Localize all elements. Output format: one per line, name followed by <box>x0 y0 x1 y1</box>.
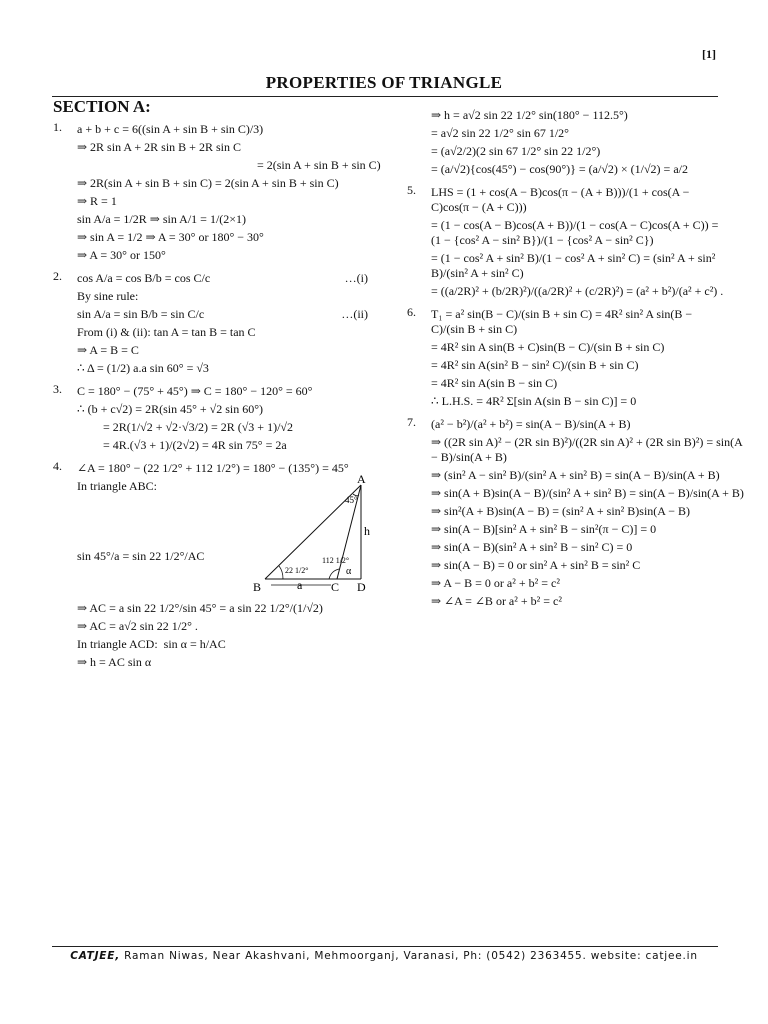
vertex-b-label: B <box>253 580 262 593</box>
problem-body <box>431 106 727 180</box>
left-column <box>53 120 381 676</box>
math-line: ⇒ sin(A − B)(sin² A + sin² B − sin² C) = 0 <box>431 540 633 554</box>
page-number: [1] <box>702 47 716 61</box>
math-line: a + b + c = 6((sin A + sin B + sin C)/3) <box>77 122 264 136</box>
bottom-rule <box>52 946 718 947</box>
math-line: ⇒ sin(A + B)sin(A − B)/(sin² A + sin² B) = sin(A − B)/sin(A + B) <box>431 486 744 500</box>
math-line: From (i) & (ii): tan A = tan B = tan C <box>77 325 256 339</box>
math-line: In triangle ACD: sin α = h/AC <box>77 637 226 651</box>
footer-brand: CATJEE, <box>70 950 121 962</box>
math-line: ⇒ A = B = C <box>77 343 139 357</box>
problem-body <box>77 120 381 266</box>
problem-body <box>77 382 368 456</box>
math-line: ⇒ sin A = 1/2 ⇒ A = 30° or 180° − 30° <box>77 230 264 244</box>
math-line: ∴ L.H.S. = 4R² Σ[sin A(sin B − sin C)] = 0 <box>431 394 637 408</box>
problem-number <box>407 106 431 180</box>
math-line: ⇒ sin²(A + B)sin(A − B) = (sin² A + sin² B)sin(A − B) <box>431 504 691 518</box>
problem-body <box>431 305 727 412</box>
footer <box>0 950 768 962</box>
math-line: ⇒ A = 30° or 150° <box>77 248 166 262</box>
problem-1 <box>53 120 381 266</box>
vertex-c-label: C <box>331 580 340 593</box>
math-line: ⇒ ((2R sin A)² − (2R sin B)²)/((2R sin A)² + (2R sin B)²) = sin(A − B)/sin(A + B) <box>431 435 743 464</box>
math-line: In triangle ABC: <box>77 479 157 493</box>
math-line: = 2R(1/√2 + √2·√3/2) = 2R (√3 + 1)/√2 <box>103 420 293 434</box>
problem-body <box>77 459 368 673</box>
math-line: ∴ (b + c√2) = 2R(sin 45° + √2 sin 60°) <box>77 402 264 416</box>
math-expression: sin A/a = sin B/b = sin C/c <box>77 307 205 321</box>
math-line: ⇒ AC = a sin 22 1/2°/sin 45° = a sin 22 1/2°/(1/√2) <box>77 601 323 615</box>
problem-3 <box>53 382 368 456</box>
angle-arc-b <box>279 566 283 579</box>
math-line: (a² − b²)/(a² + b²) = sin(A − B)/sin(A + B) <box>431 417 631 431</box>
angle-b-label: 22 1/2° <box>285 566 309 575</box>
math-line: ⇒ 2R sin A + 2R sin B + 2R sin C <box>77 140 241 154</box>
page-title: PROPERTIES OF TRIANGLE <box>265 73 503 92</box>
math-line: ⇒ 2R(sin A + sin B + sin C) = 2(sin A + sin B + sin C) <box>77 176 339 190</box>
problem-number: 5. <box>407 183 416 197</box>
math-line: sin A/a = 1/2R ⇒ sin A/1 = 1/(2×1) <box>77 212 247 226</box>
equation-tag: …(ii) <box>341 307 368 321</box>
math-line: = (1 − cos² A + sin² B)/(1 − cos² A + sin² C) = (sin² A + sin² B)/(sin² A + sin² C) <box>431 251 716 280</box>
footer-address: Raman Niwas, Near Akashvani, Mehmoorganj, Varanasi, Ph: (0542) 2363455. website: catjee.in <box>120 950 698 962</box>
math-line: ⇒ A − B = 0 or a² + b² = c² <box>431 576 560 590</box>
math-line: ⇒ (sin² A − sin² B)/(sin² A + sin² B) = sin(A − B)/sin(A + B) <box>431 468 720 482</box>
math-line: T₁ = a² sin(B − C)/(sin B + sin C) = 4R² sin² A sin(B − C)/(sin B + sin C) <box>431 307 693 336</box>
angle-c-label: 112 1/2° <box>322 556 350 565</box>
problem-number: 6. <box>407 305 416 319</box>
section-heading: SECTION A: <box>53 97 151 116</box>
math-line: ⇒ sin(A − B)[sin² A + sin² B − sin²(π − C)] = 0 <box>431 522 657 536</box>
equation-tag: …(i) <box>344 271 368 285</box>
math-line: = 4R² sin A(sin B − sin C) <box>431 376 558 390</box>
figure-row <box>77 475 370 597</box>
math-line: = (1 − cos(A − B)cos(A + B))/(1 − cos(A − C)cos(A + C)) = (1 − {cos² A − sin² B})/(1 − {cos² A − sin² C}) <box>431 218 719 247</box>
height-label: h <box>364 524 370 538</box>
problem-body <box>431 183 727 302</box>
math-line: = 2(sin A + sin B + sin C) <box>257 158 381 172</box>
math-line: = ((a/2R)² + (b/2R)²)/((a/2R)² + (c/2R)²) = (a² + b²)/(a² + c²) . <box>431 284 724 298</box>
math-line <box>77 307 368 322</box>
math-line: ⇒ h = AC sin α <box>77 655 152 669</box>
problem-5 <box>407 183 727 302</box>
problem-body <box>431 415 744 612</box>
math-line: C = 180° − (75° + 45°) ⇒ C = 180° − 120° = 60° <box>77 384 313 398</box>
side-a-label: a <box>297 578 303 592</box>
math-expression: cos A/a = cos B/b = cos C/c <box>77 271 211 285</box>
math-line: ⇒ h = a√2 sin 22 1/2° sin(180° − 112.5°) <box>431 108 628 122</box>
math-line: By sine rule: <box>77 289 139 303</box>
math-line: ⇒ sin(A − B) = 0 or sin² A + sin² B = sin² C <box>431 558 641 572</box>
problem-4 <box>53 459 368 673</box>
math-line: sin 45°/a = sin 22 1/2°/AC <box>77 549 205 563</box>
problem-body <box>77 269 368 379</box>
problem-number: 1. <box>53 120 62 134</box>
angle-a-label: 45° <box>345 495 358 505</box>
math-line: = (a√2/2)(2 sin 67 1/2° sin 22 1/2°) <box>431 144 601 158</box>
problem-2 <box>53 269 368 379</box>
math-line: ⇒ R = 1 <box>77 194 117 208</box>
math-line: = 4R² sin A(sin² B − sin² C)/(sin B + sin C) <box>431 358 639 372</box>
triangle-figure <box>249 475 379 593</box>
problem-number: 7. <box>407 415 416 429</box>
math-line: = a√2 sin 22 1/2° sin 67 1/2° <box>431 126 569 140</box>
math-line: = 4R² sin A sin(B + C)sin(B − C)/(sin B + sin C) <box>431 340 665 354</box>
math-line: ⇒ ∠A = ∠B or a² + b² = c² <box>431 594 562 608</box>
vertex-d-label: D <box>357 580 366 593</box>
vertex-a-label: A <box>357 475 366 486</box>
alpha-label: α <box>346 566 352 577</box>
math-line <box>77 271 368 286</box>
top-rule <box>52 96 718 97</box>
math-line: ∴ Δ = (1/2) a.a sin 60° = √3 <box>77 361 209 375</box>
problem-number: 4. <box>53 459 62 473</box>
math-line: ∠A = 180° − (22 1/2° + 112 1/2°) = 180° − (135°) = 45° <box>77 461 349 475</box>
problem-7 <box>407 415 744 612</box>
math-line: = 4R.(√3 + 1)/(2√2) = 4R sin 75° = 2a <box>103 438 287 452</box>
problem-4-continued <box>407 106 727 180</box>
math-line: LHS = (1 + cos(A − B)cos(π − (A + B)))/(1 + cos(A − C)cos(π − (A + C))) <box>431 185 690 214</box>
problem-6 <box>407 305 727 412</box>
math-line: ⇒ AC = a√2 sin 22 1/2° . <box>77 619 198 633</box>
problem-number: 2. <box>53 269 62 283</box>
math-line: = (a/√2){cos(45°) − cos(90°)} = (a/√2) × (1/√2) = a/2 <box>431 162 688 176</box>
right-column <box>407 106 744 615</box>
problem-number: 3. <box>53 382 62 396</box>
